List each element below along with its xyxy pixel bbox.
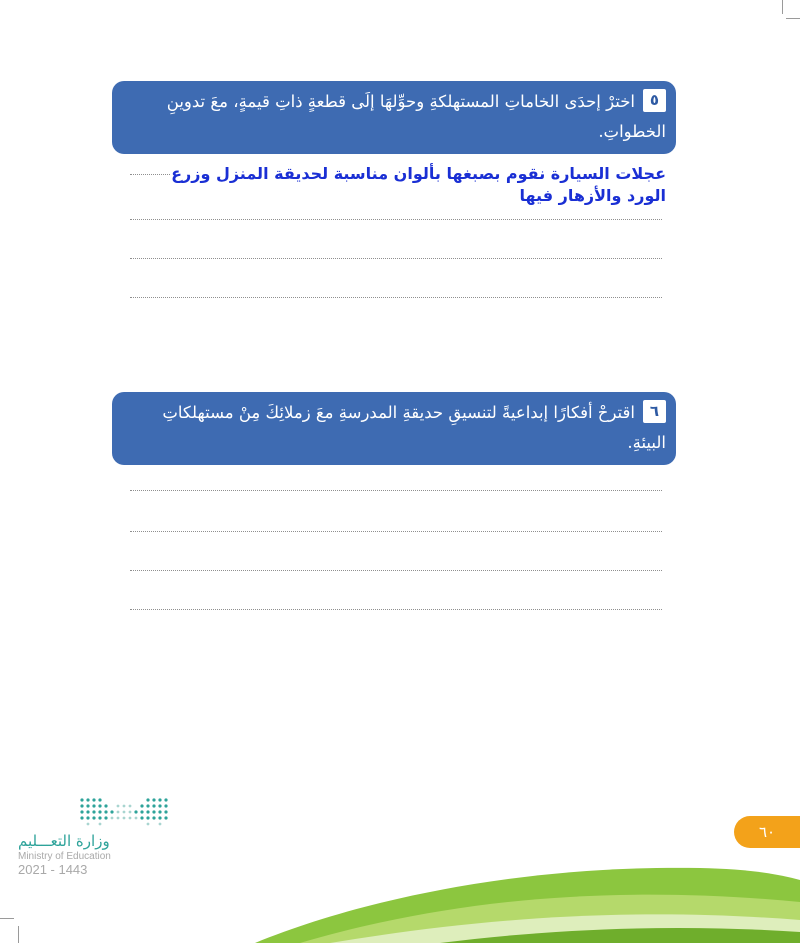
answer-line[interactable]: [130, 570, 662, 571]
crop-mark: [782, 0, 783, 14]
answer-line[interactable]: [130, 490, 662, 491]
ministry-name-english: Ministry of Education: [18, 851, 111, 862]
question-5-box: [112, 81, 676, 154]
answer-text[interactable]: عجلات السيارة نقوم بصبغها بألوان مناسبة لحديقة المنزل وزرع الورد والأزهار فيها: [171, 164, 666, 205]
answer-line[interactable]: [130, 258, 662, 259]
ministry-dots-icon: [18, 792, 168, 832]
question-6-box: [112, 392, 676, 465]
question-number: ٥: [643, 89, 666, 112]
answer-line[interactable]: [130, 609, 662, 610]
answer-line[interactable]: [130, 531, 662, 532]
page-number: ٦٠: [734, 816, 800, 848]
question-text: اقترحْ أفكارًا إبداعيةً لتنسيقِ حديقةِ المدرسةِ معَ زملائِكَ مِنْ مستهلكاتِ البيئةِ.: [162, 403, 666, 452]
decorative-swoosh: [0, 840, 800, 943]
question-number: ٦: [643, 400, 666, 423]
answer-line[interactable]: [130, 174, 170, 175]
answer-line[interactable]: [130, 219, 662, 220]
edition-year: 2021 - 1443: [18, 862, 88, 877]
ministry-name-arabic: وزارة التعـــليم: [18, 832, 110, 850]
crop-mark: [786, 18, 800, 19]
answer-line[interactable]: [130, 297, 662, 298]
question-text: اخترْ إحدَى الخاماتِ المستهلكةِ وحوِّلهَا إلَى قطعةٍ ذاتِ قيمةٍ، معَ تدوينِ الخطواتِ.: [166, 92, 666, 141]
